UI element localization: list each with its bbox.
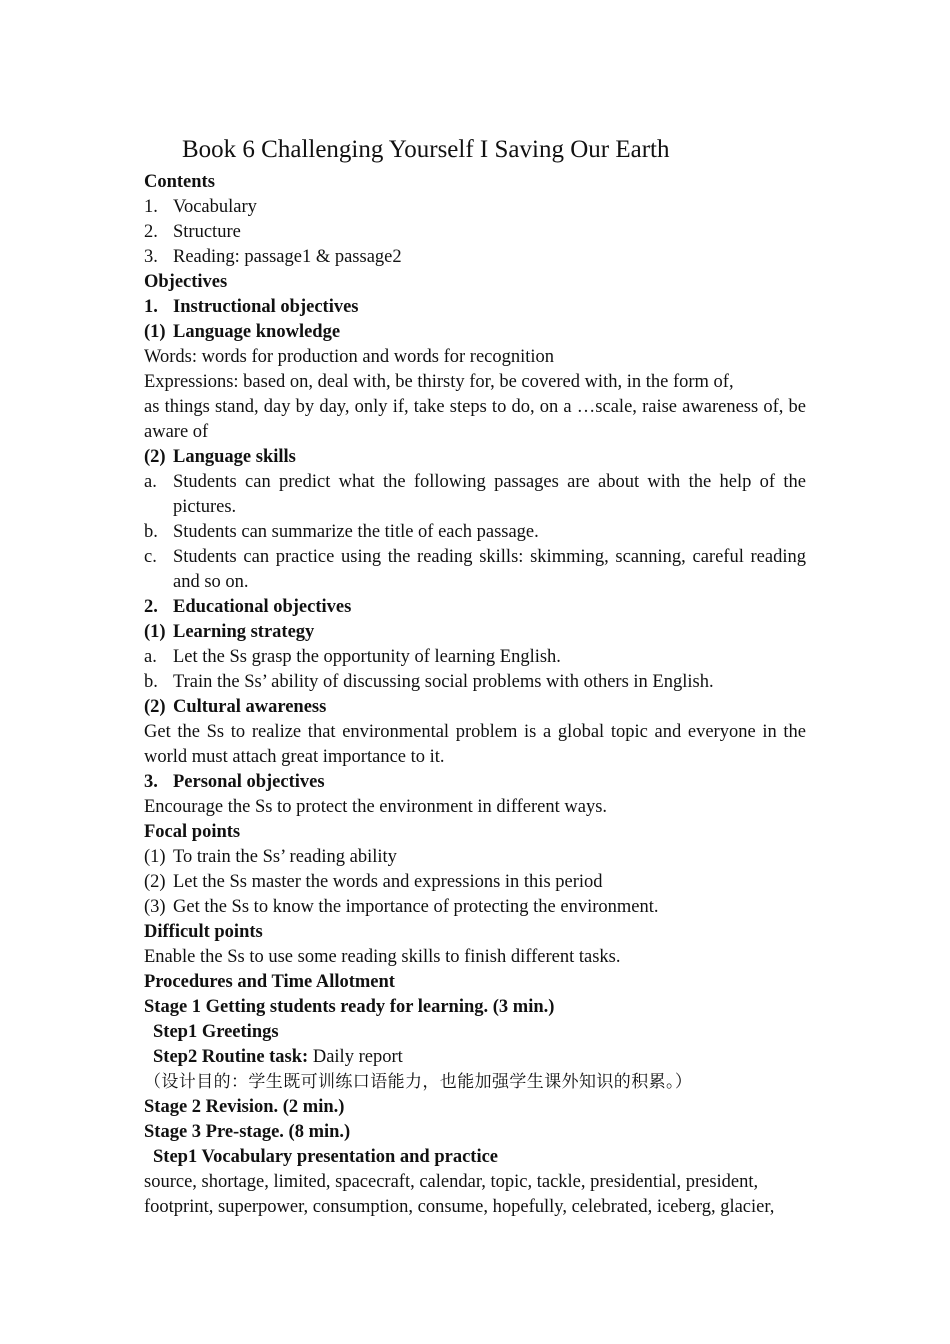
design-purpose-note: （设计目的：学生既可训练口语能力，也能加强学生课外知识的积累。）	[144, 1072, 693, 1092]
list-item: 2. Structure	[144, 222, 241, 242]
list-item: a. Let the Ss grasp the opportunity of learning English.	[144, 647, 561, 667]
procedures-heading: Procedures and Time Allotment	[144, 972, 395, 992]
difficult-points-heading: Difficult points	[144, 922, 263, 942]
list-item: c. Students can practice using the reading skills: skimming, scanning, careful reading and so on.	[144, 547, 806, 592]
document-page	[144, 134, 806, 1220]
document-title: Book 6 Challenging Yourself I Saving Our Earth	[182, 136, 670, 163]
stage-3-heading: Stage 3 Pre-stage. (8 min.)	[144, 1122, 351, 1142]
vocabulary-list-line-2: footprint, superpower, consumption, consume, hopefully, celebrated, iceberg, glacier,	[144, 1197, 775, 1217]
words-line: Words: words for production and words for recognition	[144, 347, 555, 367]
step-2-routine-task: Step2 Routine task: Daily report	[153, 1047, 403, 1067]
vocabulary-list-line-1: source, shortage, limited, spacecraft, calendar, topic, tackle, presidential, president,	[144, 1172, 759, 1192]
expressions-line: Expressions: based on, deal with, be thirsty for, be covered with, in the form of,	[144, 372, 734, 392]
vocabulary-step-heading: Step1 Vocabulary presentation and practice	[153, 1147, 499, 1167]
expressions-continued: as things stand, day by day, only if, take steps to do, on a …scale, raise awareness of, be aware of	[144, 397, 806, 442]
personal-objectives-text: Encourage the Ss to protect the environment in different ways.	[144, 797, 608, 817]
list-item: 3. Reading: passage1 & passage2	[144, 247, 402, 267]
cultural-awareness-heading: (2) Cultural awareness	[144, 697, 327, 717]
learning-strategy-heading: (1) Learning strategy	[144, 622, 315, 642]
stage-2-heading: Stage 2 Revision. (2 min.)	[144, 1097, 345, 1117]
list-item: (3) Get the Ss to know the importance of protecting the environment.	[144, 897, 659, 917]
list-item: (1) To train the Ss’ reading ability	[144, 847, 397, 867]
educational-objectives-heading: 2. Educational objectives	[144, 597, 352, 617]
objectives-heading: Objectives	[144, 272, 228, 292]
list-item: (2) Let the Ss master the words and expressions in this period	[144, 872, 603, 892]
language-knowledge-heading: (1) Language knowledge	[144, 322, 341, 342]
language-skills-heading: (2) Language skills	[144, 447, 296, 467]
difficult-points-text: Enable the Ss to use some reading skills to finish different tasks.	[144, 947, 621, 967]
cultural-awareness-text: Get the Ss to realize that environmental problem is a global topic and everyone in the world must attach great importance to it.	[144, 722, 806, 767]
personal-objectives-heading: 3. Personal objectives	[144, 772, 325, 792]
list-item: b. Students can summarize the title of each passage.	[144, 522, 539, 542]
stage-1-heading: Stage 1 Getting students ready for learning. (3 min.)	[144, 997, 555, 1017]
step-1-greetings: Step1 Greetings	[153, 1022, 279, 1042]
list-item: 1. Vocabulary	[144, 197, 257, 217]
instructional-objectives-heading: 1. Instructional objectives	[144, 297, 359, 317]
list-item: b. Train the Ss’ ability of discussing social problems with others in English.	[144, 672, 714, 692]
list-item: a. Students can predict what the following passages are about with the help of the pictures.	[144, 472, 806, 517]
contents-heading: Contents	[144, 172, 215, 192]
focal-points-heading: Focal points	[144, 822, 241, 842]
